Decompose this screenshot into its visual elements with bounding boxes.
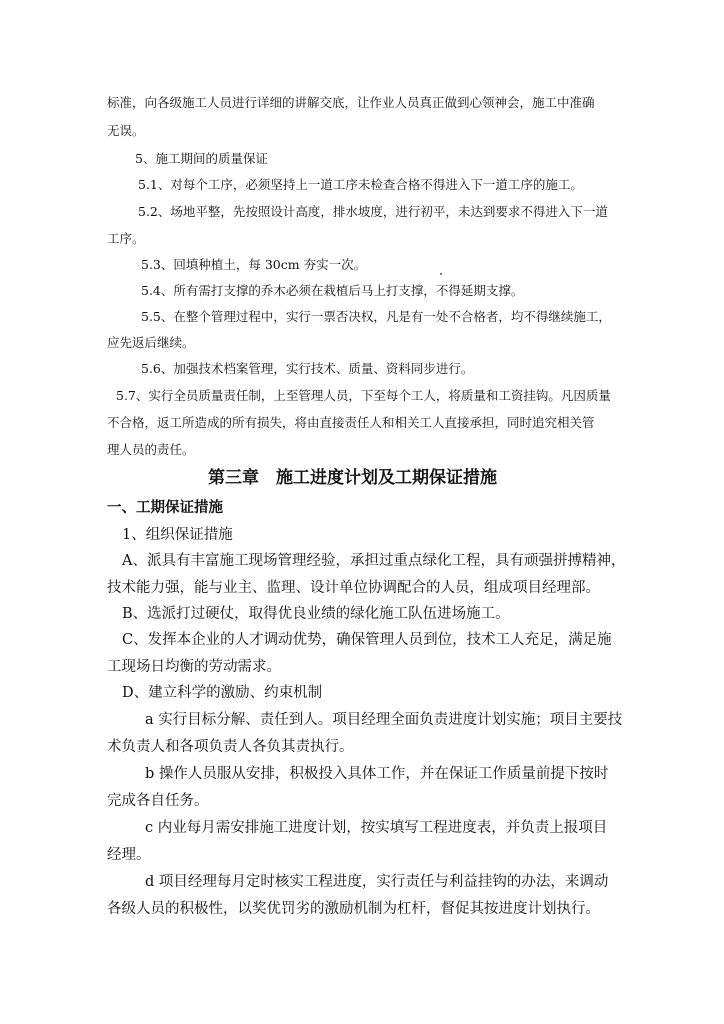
section-heading: 5、施工期间的质量保证 (135, 151, 268, 166)
paragraph-line: 5.4、所有需打支撑的乔木必须在栽植后马上打支撑，不得延期支撑。 (141, 283, 524, 298)
paragraph-line: 5.7、实行全员质量责任制，上至管理人员，下至每个工人，将质量和工资挂钩。凡因质量 (116, 388, 611, 403)
paragraph-line: c 内业每月需安排施工进度计划，按实填写工程进度表，并负责上报项目 (145, 820, 608, 836)
paragraph-line: 工序。 (107, 231, 145, 246)
paragraph-line: d 项目经理每月定时核实工程进度，实行责任与利益挂钩的办法，来调动 (145, 874, 609, 890)
paragraph-line: A、派具有丰富施工现场管理经验，承担过重点绿化工程，具有顽强拼搏精神， (122, 553, 626, 569)
paragraph-line: 不合格，返工所造成的所有损失，将由直接责任人和相关工人直接承担，同时追究相关管 (107, 415, 595, 430)
paragraph-line: B、选派打过硬仗，取得优良业绩的绿化施工队伍进场施工。 (122, 606, 510, 622)
paragraph-line: 工现场日均衡的劳动需求。 (107, 659, 281, 675)
paragraph-line: b 操作人员服从安排，积极投入具体工作，并在保证工作质量前提下按时 (145, 766, 609, 782)
paragraph-line: a 实行目标分解、责任到人。项目经理全面负责进度计划实施；项目主要技 (145, 712, 623, 728)
paragraph-line: C、发挥本企业的人才调动优势，确保管理人员到位，技术工人充足，满足施 (122, 632, 612, 648)
paragraph-line: 5.6、加强技术档案管理，实行技术、质量、资料同步进行。 (141, 361, 474, 376)
paragraph-line: 经理。 (107, 847, 151, 863)
chapter-title: 第三章 施工进度计划及工期保证措施 (208, 468, 497, 488)
paragraph-line: 各级人员的积极性，以奖优罚劣的激励机制为杠杆，督促其按进度计划执行。 (107, 901, 600, 917)
paragraph-line: 标准，向各级施工人员进行详细的讲解交底，让作业人员真正做到心领神会，施工中准确 (107, 95, 595, 110)
paragraph-line: 5.1、对每个工序，必须坚持上一道工序未检查合格不得进入下一道工序的施工。 (138, 177, 583, 192)
paragraph-line: 术负责人和各项负责人各负其责执行。 (107, 739, 354, 755)
paragraph-line: 5.2、场地平整，先按照设计高度，排水坡度，进行初平，未达到要求不得进入下一道 (138, 204, 608, 219)
paragraph-line: 完成各自任务。 (107, 793, 209, 809)
paragraph-line: 5.5、在整个管理过程中，实行一票否决权，凡是有一处不合格者，均不得继续施工， (141, 309, 611, 324)
paragraph-line: 无误。 (107, 123, 145, 138)
paragraph-line: D、建立科学的激励、约束机制 (122, 685, 323, 701)
paragraph-line: 理人员的责任。 (107, 442, 195, 457)
subsection-heading: 1、组织保证措施 (122, 527, 233, 543)
paragraph-line: 5.3、回填种植土，每 30cm 夯实一次。 (141, 257, 367, 272)
paragraph-line: 技术能力强，能与业主、监理、设计单位协调配合的人员，组成项目经理部。 (107, 580, 600, 596)
speck (440, 273, 442, 275)
paragraph-line: 应先返后继续。 (107, 335, 195, 350)
section-heading: 一、工期保证措施 (107, 500, 223, 516)
